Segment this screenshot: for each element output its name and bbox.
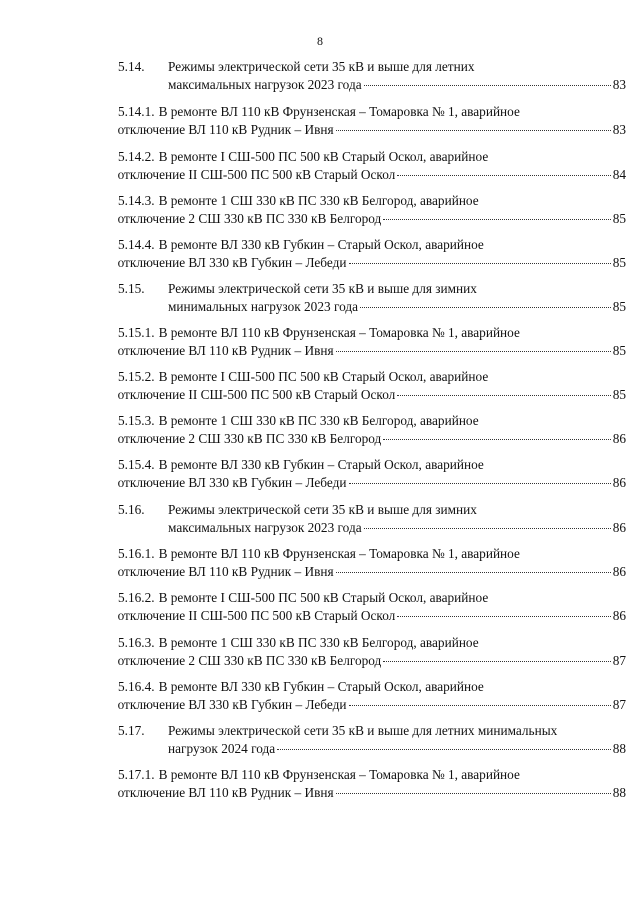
toc-entry-page: 85 xyxy=(612,342,626,358)
toc-entry-title-line1: Режимы электрической сети 35 кВ и выше для летних xyxy=(168,59,475,74)
toc-entry-title-line2-text: отключение ВЛ 110 кВ Рудник – Ивня xyxy=(117,342,334,358)
toc-entry-title-line1: В ремонте 1 СШ 330 кВ ПС 330 кВ Белгород, аварийное xyxy=(158,635,479,650)
toc-entry-title-line1: В ремонте ВЛ 110 кВ Фрунзенская – Томаровка № 1, аварийное xyxy=(158,104,520,119)
toc-entry-title-line2 xyxy=(118,210,626,228)
toc-entry-number: 5.15. xyxy=(118,281,145,296)
toc-entry-title-line2-text: отключение ВЛ 330 кВ Губкин – Лебеди xyxy=(117,474,347,490)
toc-entry-title-line1: Режимы электрической сети 35 кВ и выше для летних минимальных xyxy=(168,723,558,738)
dot-leader xyxy=(383,660,610,662)
toc-entry-page: 88 xyxy=(612,740,626,756)
toc-entry-title-line1: В ремонте ВЛ 110 кВ Фрунзенская – Томаровка № 1, аварийное xyxy=(158,546,520,561)
toc-entry-page: 88 xyxy=(612,784,626,800)
toc-entry-title-line2-text: максимальных нагрузок 2023 года xyxy=(168,519,362,535)
toc-entry-title-line1: В ремонте 1 СШ 330 кВ ПС 330 кВ Белгород, аварийное xyxy=(158,413,479,428)
toc-entry-number: 5.14.3. xyxy=(118,193,155,208)
toc-entry-number: 5.17. xyxy=(118,723,145,738)
toc-entry-title-line1: В ремонте ВЛ 110 кВ Фрунзенская – Томаровка № 1, аварийное xyxy=(158,767,520,782)
toc-entry-title-line2-text: отключение II СШ-500 ПС 500 кВ Старый Оскол xyxy=(117,386,396,402)
toc-entry-page: 86 xyxy=(612,563,626,579)
dot-leader xyxy=(336,350,611,352)
toc-entry-page: 85 xyxy=(612,298,626,314)
dot-leader xyxy=(383,218,610,220)
toc-entry-title-line2-text: отключение ВЛ 330 кВ Губкин – Лебеди xyxy=(117,696,347,712)
toc-entry-number: 5.16. xyxy=(118,502,145,517)
dot-leader xyxy=(397,615,610,617)
toc-entry-number: 5.15.1. xyxy=(118,325,155,340)
dot-leader xyxy=(360,306,611,308)
toc-entry-title xyxy=(168,58,626,93)
toc-entry-page: 86 xyxy=(612,474,626,490)
toc-entry[interactable] xyxy=(118,545,626,580)
toc-entry-title-line1: В ремонте ВЛ 330 кВ Губкин – Старый Оскол, аварийное xyxy=(158,237,484,252)
toc-entry-number: 5.14.4. xyxy=(118,237,155,252)
toc-entry-page: 83 xyxy=(612,121,626,137)
toc-entry-title-line2 xyxy=(118,607,626,625)
toc-entry-title-line1: В ремонте I СШ-500 ПС 500 кВ Старый Оскол, аварийное xyxy=(158,369,489,384)
toc-entry-page: 85 xyxy=(612,210,626,226)
dot-leader xyxy=(336,129,611,131)
dot-leader xyxy=(349,482,611,484)
toc-entry-title xyxy=(168,722,626,757)
toc-entry-page: 86 xyxy=(612,430,626,446)
toc-entry-title-line2-text: отключение ВЛ 110 кВ Рудник – Ивня xyxy=(117,784,334,800)
toc-entry[interactable] xyxy=(118,58,626,93)
toc-entry[interactable] xyxy=(118,766,626,801)
toc-entry-title-line2 xyxy=(118,254,626,272)
toc-entry-title xyxy=(168,280,626,315)
toc-entry-page: 83 xyxy=(612,76,626,92)
toc-entry[interactable] xyxy=(118,103,626,138)
toc-entry[interactable] xyxy=(118,634,626,669)
toc-entry-title-line1: В ремонте ВЛ 330 кВ Губкин – Старый Оскол, аварийное xyxy=(158,457,484,472)
dot-leader xyxy=(383,438,610,440)
toc-entry-title-line2 xyxy=(168,740,626,758)
page-number: 8 xyxy=(317,34,323,48)
toc-entry-page: 86 xyxy=(612,607,626,623)
toc-entry-title-line2-text: отключение 2 СШ 330 кВ ПС 330 кВ Белгород xyxy=(117,652,382,668)
toc-entry[interactable] xyxy=(118,456,626,491)
dot-leader xyxy=(336,792,611,794)
toc-entry-title-line1: В ремонте 1 СШ 330 кВ ПС 330 кВ Белгород, аварийное xyxy=(158,193,479,208)
toc-entry-title-line1: Режимы электрической сети 35 кВ и выше для зимних xyxy=(168,502,477,517)
toc-entry-number: 5.14. xyxy=(118,59,145,74)
dot-leader xyxy=(397,394,610,396)
toc-entry[interactable] xyxy=(118,722,626,757)
toc-entry-title-line2-text: отключение II СШ-500 ПС 500 кВ Старый Оскол xyxy=(117,166,396,182)
toc-entry-title-line2-text: минимальных нагрузок 2023 года xyxy=(168,298,358,314)
toc-entry-number: 5.15.2. xyxy=(118,369,155,384)
toc-entry-title-line2 xyxy=(118,696,626,714)
toc-entry-title-line2-text: отключение 2 СШ 330 кВ ПС 330 кВ Белгород xyxy=(117,210,382,226)
toc-entry-title xyxy=(168,501,626,536)
toc-entry-title-line2 xyxy=(168,298,626,316)
toc-entry-number: 5.14.2. xyxy=(118,149,155,164)
toc-entry-title-line1: В ремонте I СШ-500 ПС 500 кВ Старый Оскол, аварийное xyxy=(158,590,489,605)
dot-leader xyxy=(336,571,611,573)
toc-entry-page: 87 xyxy=(612,652,626,668)
toc-entry-page: 86 xyxy=(612,519,626,535)
toc-entry[interactable] xyxy=(118,192,626,227)
dot-leader xyxy=(277,748,611,750)
toc-entry[interactable] xyxy=(118,412,626,447)
toc-entry-title-line2-text: максимальных нагрузок 2023 года xyxy=(168,76,362,92)
toc-entry-title-line1: Режимы электрической сети 35 кВ и выше для зимних xyxy=(168,281,477,296)
toc-entry-title-line1: В ремонте ВЛ 330 кВ Губкин – Старый Оскол, аварийное xyxy=(158,679,484,694)
dot-leader xyxy=(364,84,611,86)
toc-entry-page: 84 xyxy=(612,166,626,182)
toc-entry-title-line2 xyxy=(118,166,626,184)
toc-entry-page: 85 xyxy=(612,254,626,270)
toc-entry-title-line2 xyxy=(118,342,626,360)
toc-entry-title-line2-text: отключение II СШ-500 ПС 500 кВ Старый Оскол xyxy=(117,607,396,623)
dot-leader xyxy=(364,527,611,529)
toc-entry-number: 5.15.3. xyxy=(118,413,155,428)
toc-entry-title-line1: В ремонте I СШ-500 ПС 500 кВ Старый Оскол, аварийное xyxy=(158,149,489,164)
toc-entry-title-line2 xyxy=(118,474,626,492)
toc-entry-title-line2 xyxy=(118,784,626,802)
toc-entry-number: 5.16.4. xyxy=(118,679,155,694)
toc-entry-title-line2 xyxy=(168,76,626,94)
toc-entry-number: 5.16.3. xyxy=(118,635,155,650)
toc-entry[interactable] xyxy=(118,678,626,713)
toc-entry-number: 5.15.4. xyxy=(118,457,155,472)
toc-entry-number: 5.14.1. xyxy=(118,104,155,119)
toc-entry-title-line2 xyxy=(118,430,626,448)
toc-entry-title-line2 xyxy=(118,386,626,404)
toc-entry[interactable] xyxy=(118,324,626,359)
toc-entry-number: 5.16.1. xyxy=(118,546,155,561)
toc-entry-title-line2-text: отключение ВЛ 110 кВ Рудник – Ивня xyxy=(117,563,334,579)
dot-leader xyxy=(349,704,611,706)
toc-entry-page: 85 xyxy=(612,386,626,402)
toc-entry-title-line2 xyxy=(118,652,626,670)
toc-entry-title-line1: В ремонте ВЛ 110 кВ Фрунзенская – Томаровка № 1, аварийное xyxy=(158,325,520,340)
toc-entry-title-line2-text: отключение ВЛ 110 кВ Рудник – Ивня xyxy=(117,121,334,137)
toc-entry-title-line2 xyxy=(118,563,626,581)
toc-entry-title-line2 xyxy=(168,519,626,537)
toc-entry[interactable] xyxy=(118,368,626,403)
toc-entry[interactable] xyxy=(118,589,626,624)
toc-entry-number: 5.17.1. xyxy=(118,767,155,782)
toc-entry[interactable] xyxy=(118,280,626,315)
toc-entry-page: 87 xyxy=(612,696,626,712)
toc-entry-number: 5.16.2. xyxy=(118,590,155,605)
toc-entry-title-line2 xyxy=(118,121,626,139)
dot-leader xyxy=(397,174,610,176)
toc-entry[interactable] xyxy=(118,501,626,536)
toc-entry[interactable] xyxy=(118,236,626,271)
toc-entry[interactable] xyxy=(118,148,626,183)
toc-entry-title-line2-text: отключение 2 СШ 330 кВ ПС 330 кВ Белгород xyxy=(117,430,382,446)
toc-entry-title-line2-text: нагрузок 2024 года xyxy=(168,740,276,756)
dot-leader xyxy=(349,262,611,264)
toc-entry-title-line2-text: отключение ВЛ 330 кВ Губкин – Лебеди xyxy=(117,254,347,270)
